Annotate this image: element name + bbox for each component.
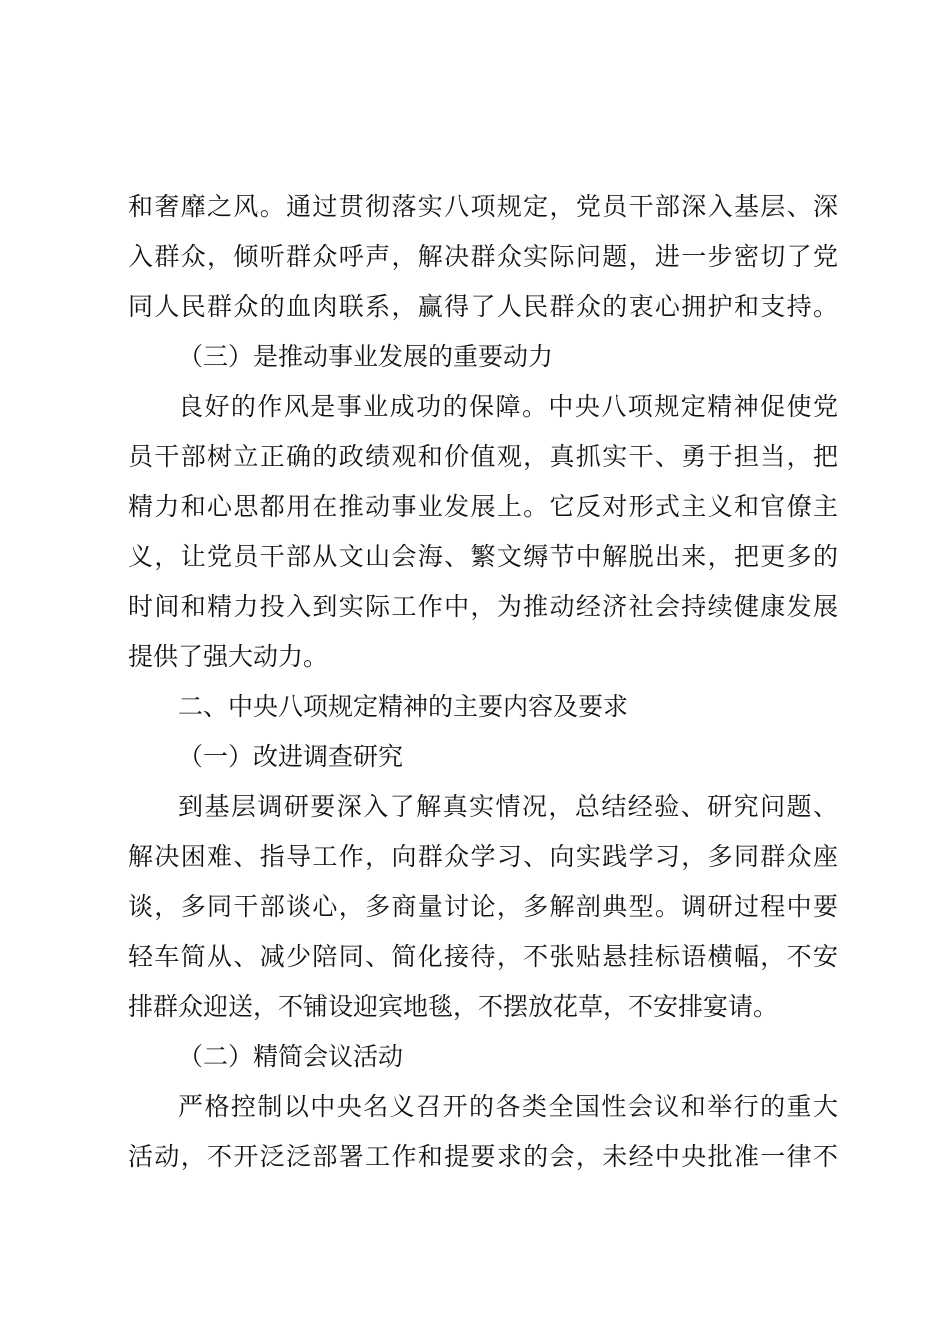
paragraph-line: 员干部树立正确的政绩观和价值观，真抓实干、勇于担当，把 [128, 442, 838, 471]
section-heading: （二）精简会议活动 [178, 1042, 404, 1071]
paragraph-line: 良好的作风是事业成功的保障。中央八项规定精神促使党 [178, 392, 838, 421]
paragraph-line: 到基层调研要深入了解真实情况，总结经验、研究问题、 [178, 792, 838, 821]
paragraph-line: 同人民群众的血肉联系，赢得了人民群众的衷心拥护和支持。 [128, 292, 838, 321]
paragraph-line: 轻车简从、减少陪同、简化接待，不张贴悬挂标语横幅，不安 [128, 942, 838, 971]
paragraph-line: 提供了强大动力。 [128, 642, 329, 671]
paragraph-line: 解决困难、指导工作，向群众学习、向实践学习，多同群众座 [128, 842, 838, 871]
paragraph-line: 排群众迎送，不铺设迎宾地毯，不摆放花草，不安排宴请。 [128, 992, 779, 1021]
chapter-heading: 二、中央八项规定精神的主要内容及要求 [178, 692, 629, 721]
paragraph-line: 严格控制以中央名义召开的各类全国性会议和举行的重大 [178, 1092, 838, 1121]
paragraph-line: 和奢靡之风。通过贯彻落实八项规定，党员干部深入基层、深 [128, 192, 838, 221]
section-heading: （三）是推动事业发展的重要动力 [178, 342, 554, 371]
section-heading: （一）改进调查研究 [178, 742, 404, 771]
document-body [128, 182, 838, 1182]
paragraph-line: 义，让党员干部从文山会海、繁文缛节中解脱出来，把更多的 [128, 542, 838, 571]
paragraph-line: 谈，多同干部谈心，多商量讨论，多解剖典型。调研过程中要 [128, 892, 838, 921]
paragraph-line: 入群众，倾听群众呼声，解决群众实际问题，进一步密切了党 [128, 242, 838, 271]
paragraph-line: 时间和精力投入到实际工作中，为推动经济社会持续健康发展 [128, 592, 838, 621]
paragraph-line: 活动，不开泛泛部署工作和提要求的会，未经中央批准一律不 [128, 1142, 838, 1171]
paragraph-line: 精力和心思都用在推动事业发展上。它反对形式主义和官僚主 [128, 492, 838, 521]
